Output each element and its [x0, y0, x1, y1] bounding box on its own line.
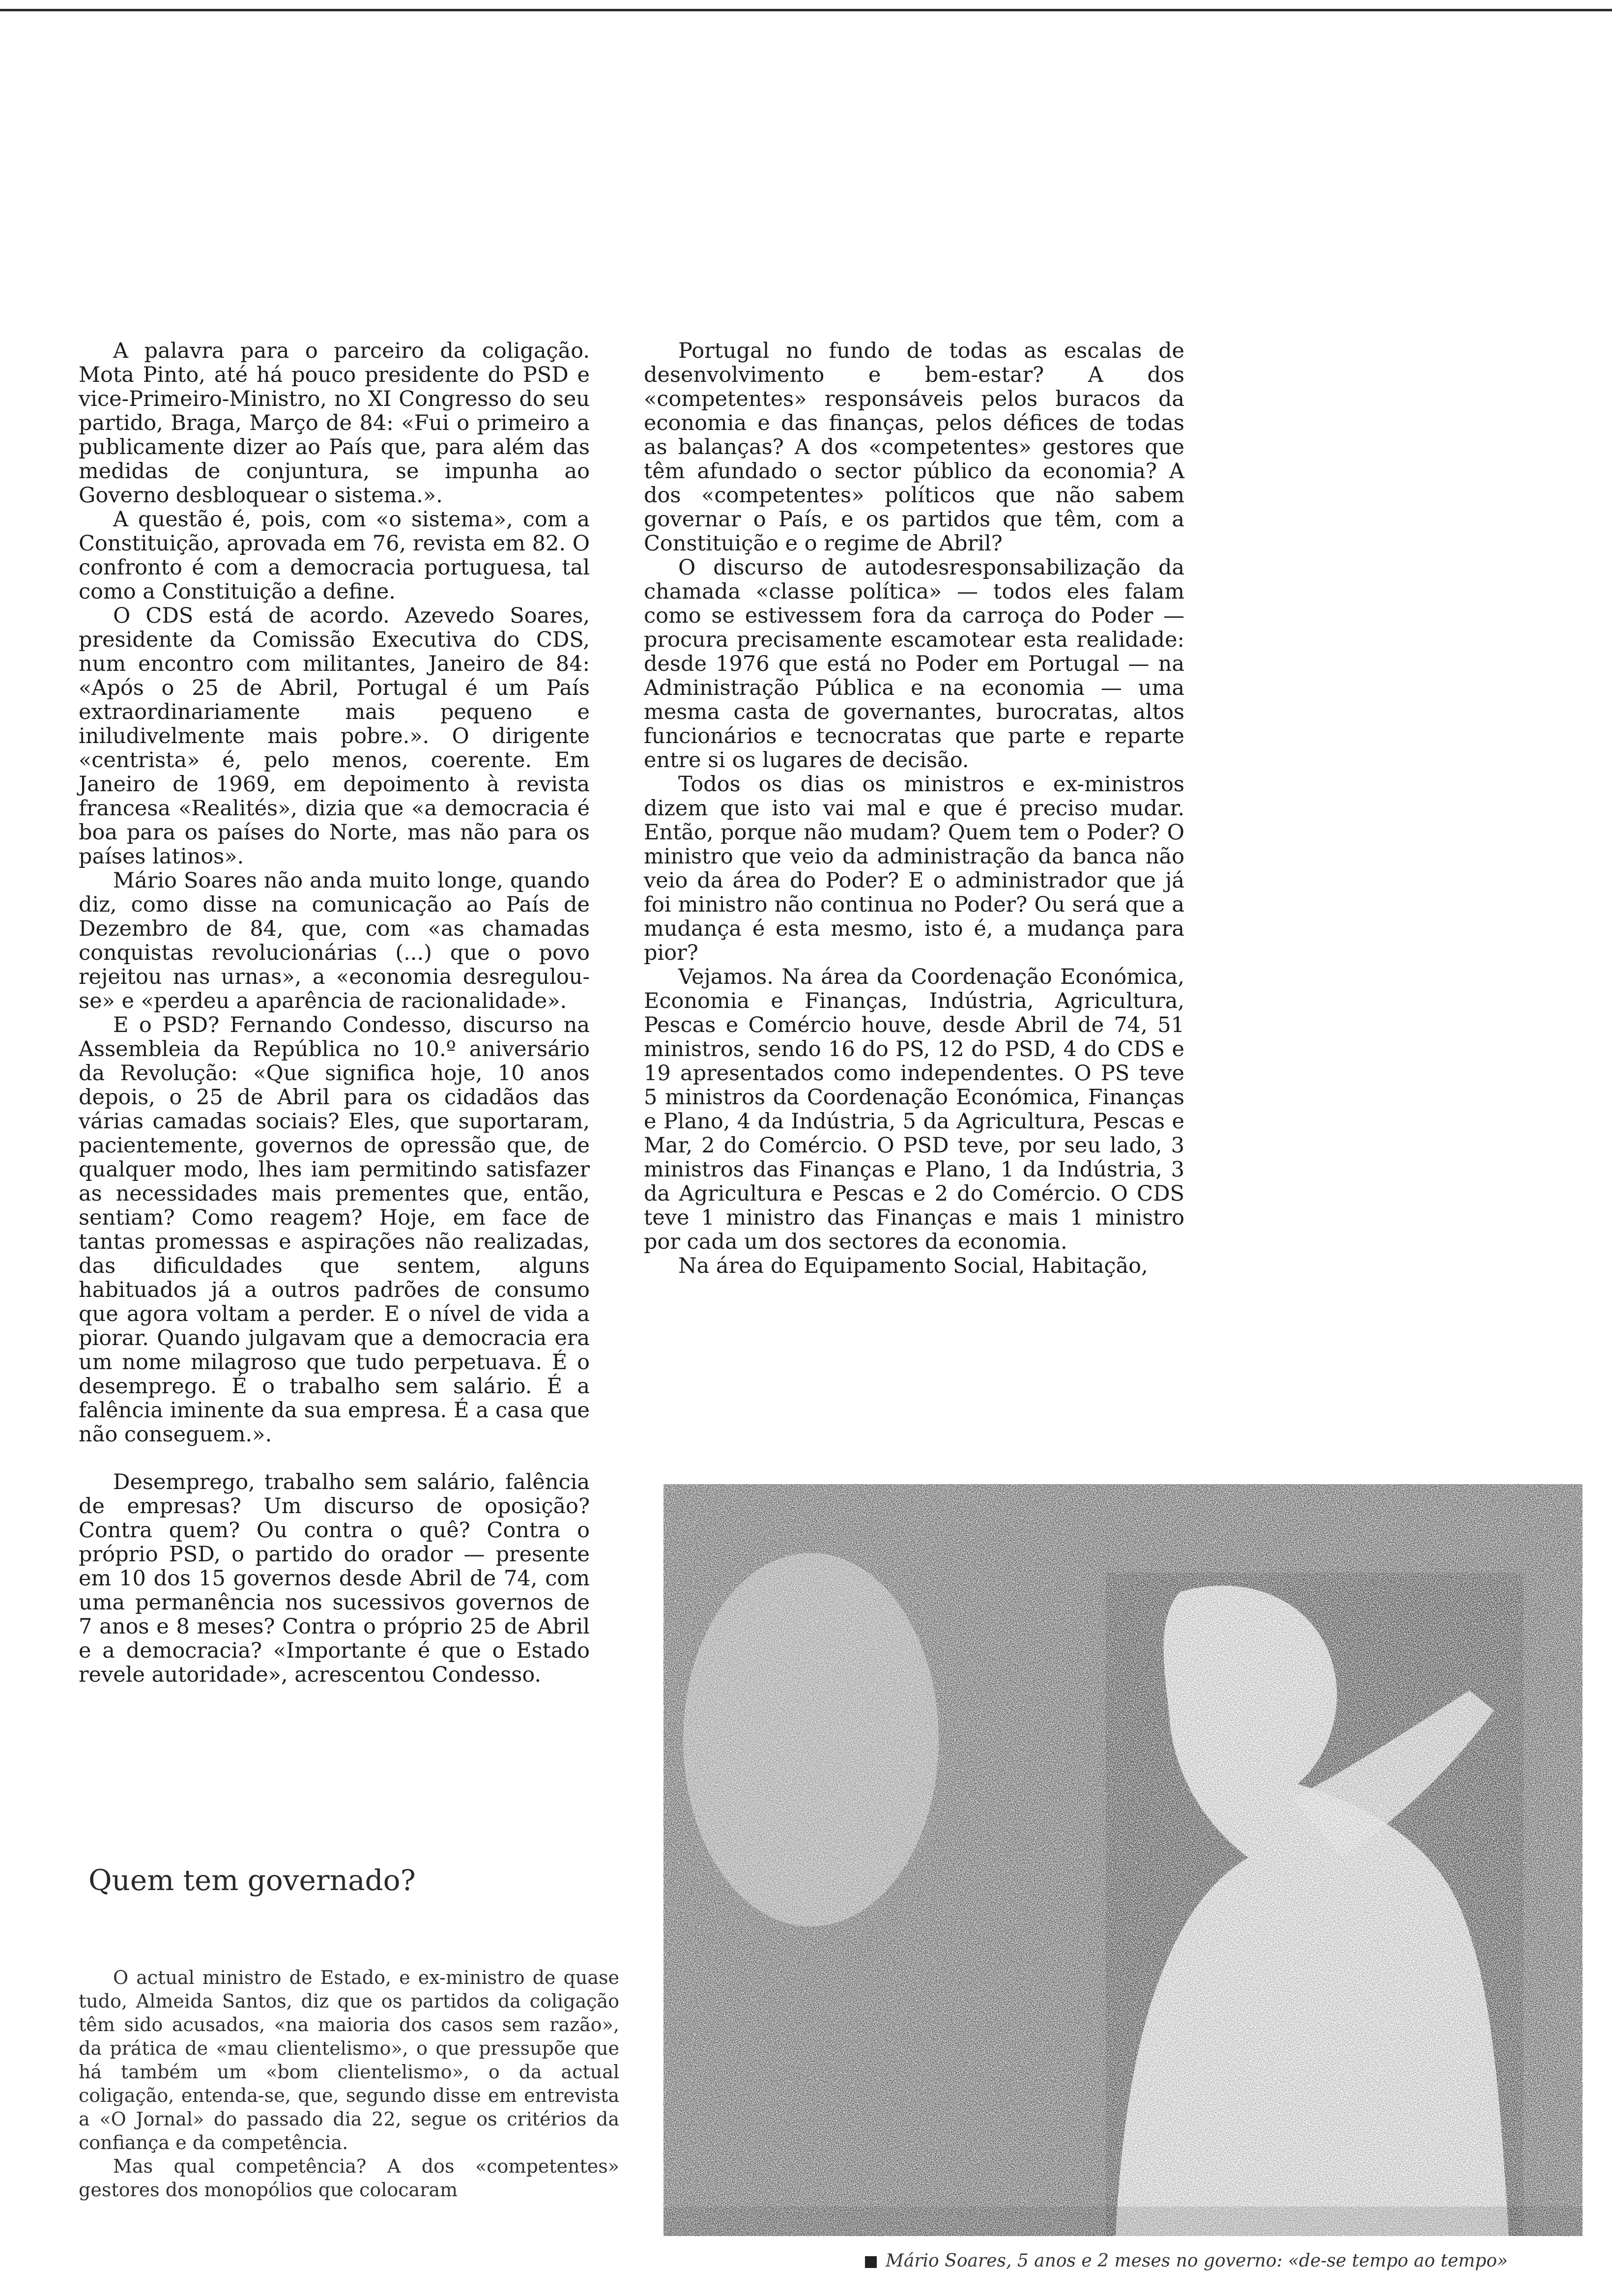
paragraph: O CDS está de acordo. Azevedo Soares, presidente da Comissão Executiva do CDS, num encontro com militantes, Janeiro de 84: «Após o 25 de Abril, Portugal é um País extraordinariamente mais pequeno e iniludivelmente mais pobre.». O dirigente «centrista» é, pelo menos, coerente. Em Janeiro de 1969, em depoimento à revista francesa «Realités», dizia que «a democracia é boa para os países do Norte, mas não para os países latinos».: [79, 603, 590, 869]
top-rule: [0, 9, 1612, 11]
paragraph: Portugal no fundo de todas as escalas de desenvolvimento e bem-estar? A dos «competentes» responsáveis pelos buracos da economia e das finanças, pelos défices de todas as balanças? A dos «competentes» gestores que têm afundado o sector público da economia? A dos «competentes» políticos que não sabem governar o País, e os partidos que têm, com a Constituição e o regime de Abril?: [644, 339, 1184, 556]
paragraph: A questão é, pois, com «o sistema», com a Constituição, aprovada em 76, revista em 82. O confronto é com a democracia portuguesa, tal como a Constituição a define.: [79, 507, 590, 604]
paragraph: O discurso de autodesresponsabilização da chamada «classe política» — todos eles falam como se estivessem fora da carroça do Poder — procura precisamente escamotear esta realidade: desde 1976 que está no Poder em Portugal — na Administração Pública e na economia — uma mesma casta de governantes, burocratas, altos funcionários e tecnocratas que parte e reparte entre si os lugares de decisão.: [644, 555, 1184, 773]
article-left-column: [79, 339, 590, 1687]
paragraph: Desemprego, trabalho sem salário, falência de empresas? Um discurso de oposição? Contra quem? Ou contra o quê? Contra o próprio PSD, o partido do orador — presente em 10 dos 15 governos desde Abril de 74, com uma permanência nos sucessivos governos de 7 anos e 8 meses? Contra o próprio 25 de Abril e a democracia? «Importante é que o Estado revele autoridade», acrescentou Condesso.: [79, 1470, 590, 1687]
article-photo: [663, 1484, 1583, 2236]
paragraph: E o PSD? Fernando Condesso, discurso na Assembleia da República no 10.º aniversário da Revolução: «Que significa hoje, 10 anos depois, o 25 de Abril para os cidadãos das várias camadas sociais? Eles, que suportaram, pacientemente, governos de opressão que, de qualquer modo, lhes iam permitindo satisfazer as necessidades mais prementes que, então, sentiam? Como reagem? Hoje, em face de tantas promessas e aspirações não realizadas, das dificuldades que sentem, alguns habituados já a outros padrões de consumo que agora voltam a perder. E o nível de vida a piorar. Quando julgavam que a democracia era um nome milagroso que tudo perpetuava. É o desemprego. É o trabalho sem salário. É a falência iminente da sua empresa. É a casa que não conseguem.».: [79, 1013, 590, 1447]
paragraph: Todos os dias os ministros e ex-ministros dizem que isto vai mal e que é preciso mudar. Então, porque não mudam? Quem tem o Poder? O ministro que veio da administração da banca não veio da área do Poder? E o administrador que já foi ministro não continua no Poder? Ou será que a mudança é esta mesmo, isto é, a mudança para pior?: [644, 772, 1184, 965]
article-right-column: [644, 339, 1184, 1278]
caption-marker-icon: [865, 2256, 877, 2268]
paragraph: Vejamos. Na área da Coordenação Económica, Economia e Finanças, Indústria, Agricultura, Pescas e Comércio houve, desde Abril de 74, 51 ministros, sendo 16 do PS, 12 do PSD, 4 do CDS e 19 apresentados como independentes. O PS teve 5 ministros da Coordenação Económica, Finanças e Plano, 4 da Indústria, 5 da Agricultura, Pescas e Mar, 2 do Comércio. O PSD teve, por seu lado, 3 ministros das Finanças e Plano, 1 da Indústria, 3 da Agricultura e Pescas e 2 do Comércio. O CDS teve 1 ministro das Finanças e mais 1 ministro por cada um dos sectores da economia.: [644, 965, 1184, 1254]
paragraph: Mário Soares não anda muito longe, quando diz, como disse na comunicação ao País de Dezembro de 84, que, com «as chamadas conquistas revolucionárias (...) que o povo rejeitou nas urnas», a «economia desregulou-se» e «perdeu a aparência de racionalidade».: [79, 868, 590, 1013]
caption-text: Mário Soares, 5 anos e 2 meses no governo: «de-se tempo ao tempo»: [886, 2251, 1508, 2271]
subheading: Quem tem governado?: [88, 1864, 416, 1897]
paragraph: Mas qual competência? A dos «competentes» gestores dos monopólios que colocaram: [79, 2155, 619, 2201]
photo-caption: [865, 2251, 1583, 2271]
paragraph: O actual ministro de Estado, e ex-ministro de quase tudo, Almeida Santos, diz que os partidos da coligação têm sido acusados, «na maioria dos casos sem razão», da prática de «mau clientelismo», o que pressupõe que há também um «bom clientelismo», o da actual coligação, entenda-se, que, segundo disse em entrevista a «O Jornal» do passado dia 22, segue os critérios da confiança e da competência.: [79, 1967, 619, 2153]
paragraph-gap: [79, 1447, 590, 1470]
paragraph: Na área do Equipamento Social, Habitação,: [678, 1254, 1148, 1278]
article-left-column-bottom: [79, 1966, 619, 2202]
paragraph: A palavra para o parceiro da coligação. Mota Pinto, até há pouco presidente do PSD e vice-Primeiro-Ministro, no XI Congresso do seu partido, Braga, Março de 84: «Fui o primeiro a publicamente dizer ao País que, para além das medidas de conjuntura, se impunha ao Governo desbloquear o sistema.».: [79, 339, 590, 508]
